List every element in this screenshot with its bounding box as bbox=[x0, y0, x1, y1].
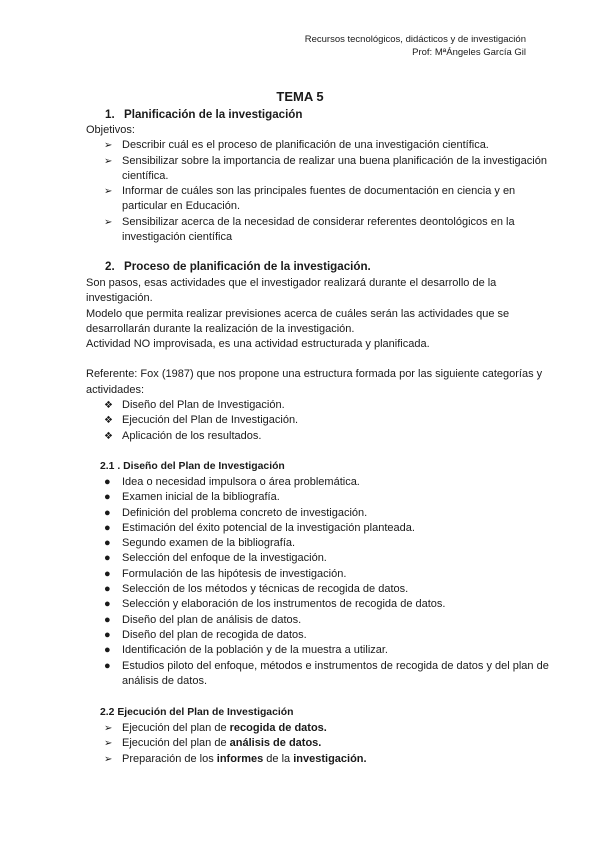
list-item: ❖ Aplicación de los resultados. bbox=[86, 429, 556, 444]
list-item: ● Formulación de las hipótesis de investigación. bbox=[86, 567, 556, 582]
dot-bullet-icon: ● bbox=[104, 613, 111, 626]
section-1-body bbox=[86, 123, 556, 245]
list-item: ❖ Diseño del Plan de Investigación. bbox=[86, 398, 556, 413]
section-2-1-body bbox=[86, 475, 556, 689]
list-item: ➢ Informar de cuáles son las principales fuentes de documentación en ciencia y en particular en Educación. bbox=[104, 185, 516, 213]
diamond-bullet-icon: ❖ bbox=[104, 400, 113, 412]
diamond-bullet-icon: ❖ bbox=[104, 430, 113, 442]
list-item: ● Selección de los métodos y técnicas de recogida de datos. bbox=[86, 582, 556, 597]
header-course: Recursos tecnológicos, didácticos y de investigación bbox=[304, 34, 526, 45]
list-item: ● Definición del problema concreto de investigación. bbox=[86, 506, 556, 521]
paragraph: Modelo que permita realizar previsiones acerca de cuáles serán las actividades que se desarrollarán durante la realización de la investigación. bbox=[86, 307, 510, 335]
list-item: ➢ Sensibilizar acerca de la necesidad de considerar referentes deontológicos en la investigación científica bbox=[104, 215, 515, 244]
list-item: ● Diseño del plan de análisis de datos. bbox=[86, 613, 556, 628]
section-2-2-heading bbox=[86, 705, 556, 720]
design-steps-list bbox=[86, 475, 556, 689]
list-item: ● Estimación del éxito potencial de la investigación planteada. bbox=[86, 521, 556, 536]
objectives-label: Objetivos: bbox=[86, 124, 135, 136]
list-item: ➢ Ejecución del plan de recogida de datos. bbox=[86, 721, 556, 736]
arrow-bullet-icon: ➢ bbox=[104, 140, 113, 152]
execution-steps-list bbox=[86, 721, 556, 767]
dot-bullet-icon: ● bbox=[104, 491, 111, 504]
section-2-title: Proceso de planificación de la investigación. bbox=[124, 260, 371, 273]
subsection-title: 2.2 Ejecución del Plan de Investigación bbox=[100, 707, 294, 718]
dot-bullet-icon: ● bbox=[104, 583, 111, 596]
section-2-body bbox=[86, 276, 556, 444]
section-2-heading bbox=[86, 259, 556, 274]
dot-bullet-icon: ● bbox=[104, 552, 111, 565]
list-item: ➢ Preparación de los informes de la investigación. bbox=[86, 752, 556, 767]
arrow-bullet-icon: ➢ bbox=[104, 155, 113, 167]
dot-bullet-icon: ● bbox=[104, 644, 111, 657]
list-item: ❖ Ejecución del Plan de Investigación. bbox=[86, 413, 556, 428]
dot-bullet-icon: ● bbox=[104, 506, 111, 519]
page-header bbox=[305, 34, 526, 59]
arrow-bullet-icon: ➢ bbox=[104, 738, 113, 750]
list-item: ➢ Describir cuál es el proceso de planificación de una investigación científica. bbox=[86, 138, 556, 153]
list-item: ➢ Ejecución del plan de análisis de datos. bbox=[86, 736, 556, 751]
list-item: ➢ Sensibilizar sobre la importancia de realizar una buena planificación de la investigación científica. bbox=[104, 154, 547, 182]
section-2-number: 2. bbox=[105, 260, 115, 273]
dot-bullet-icon: ● bbox=[104, 476, 111, 488]
arrow-bullet-icon: ➢ bbox=[104, 753, 113, 765]
categories-list bbox=[86, 398, 556, 444]
dot-bullet-icon: ● bbox=[104, 659, 111, 672]
list-item: ● Diseño del plan de recogida de datos. bbox=[86, 628, 556, 643]
dot-bullet-icon: ● bbox=[104, 628, 111, 641]
list-item: ● Estudios piloto del enfoque, métodos e instrumentos de recogida de datos y del plan de análisis de datos. bbox=[104, 659, 549, 687]
page-title: TEMA 5 bbox=[276, 89, 324, 104]
section-1-heading bbox=[86, 107, 556, 122]
objectives-list bbox=[86, 138, 556, 245]
list-item: ● Identificación de la población y de la muestra a utilizar. bbox=[86, 643, 556, 658]
section-1-title: Planificación de la investigación bbox=[124, 108, 303, 121]
list-item: ● Selección y elaboración de los instrumentos de recogida de datos. bbox=[86, 597, 556, 612]
list-item: ● Selección del enfoque de la investigación. bbox=[86, 551, 556, 566]
list-item: ● Idea o necesidad impulsora o área problemática. bbox=[86, 475, 556, 490]
list-item: ● Segundo examen de la bibliografía. bbox=[86, 536, 556, 551]
dot-bullet-icon: ● bbox=[104, 521, 111, 534]
paragraph: Son pasos, esas actividades que el investigador realizará durante el desarrollo de la investigación. bbox=[86, 277, 497, 305]
header-professor: Prof: MªÁngeles García Gil bbox=[412, 46, 526, 58]
arrow-bullet-icon: ➢ bbox=[104, 216, 113, 228]
referente-paragraph: Referente: Fox (1987) que nos propone una estructura formada por las siguiente categorías y actividades: bbox=[86, 368, 543, 396]
arrow-bullet-icon: ➢ bbox=[104, 723, 113, 734]
arrow-bullet-icon: ➢ bbox=[104, 186, 113, 198]
paragraph: Actividad NO improvisada, es una actividad estructurada y planificada. bbox=[86, 338, 430, 351]
list-item: ● Examen inicial de la bibliografía. bbox=[86, 490, 556, 505]
subsection-title: 2.1 . Diseño del Plan de Investigación bbox=[100, 461, 285, 472]
section-2-2-body bbox=[86, 721, 556, 767]
dot-bullet-icon: ● bbox=[104, 598, 111, 611]
dot-bullet-icon: ● bbox=[104, 567, 111, 580]
dot-bullet-icon: ● bbox=[104, 537, 111, 550]
section-2-1-heading bbox=[86, 459, 556, 474]
section-1-number: 1. bbox=[105, 108, 115, 121]
diamond-bullet-icon: ❖ bbox=[104, 415, 113, 427]
